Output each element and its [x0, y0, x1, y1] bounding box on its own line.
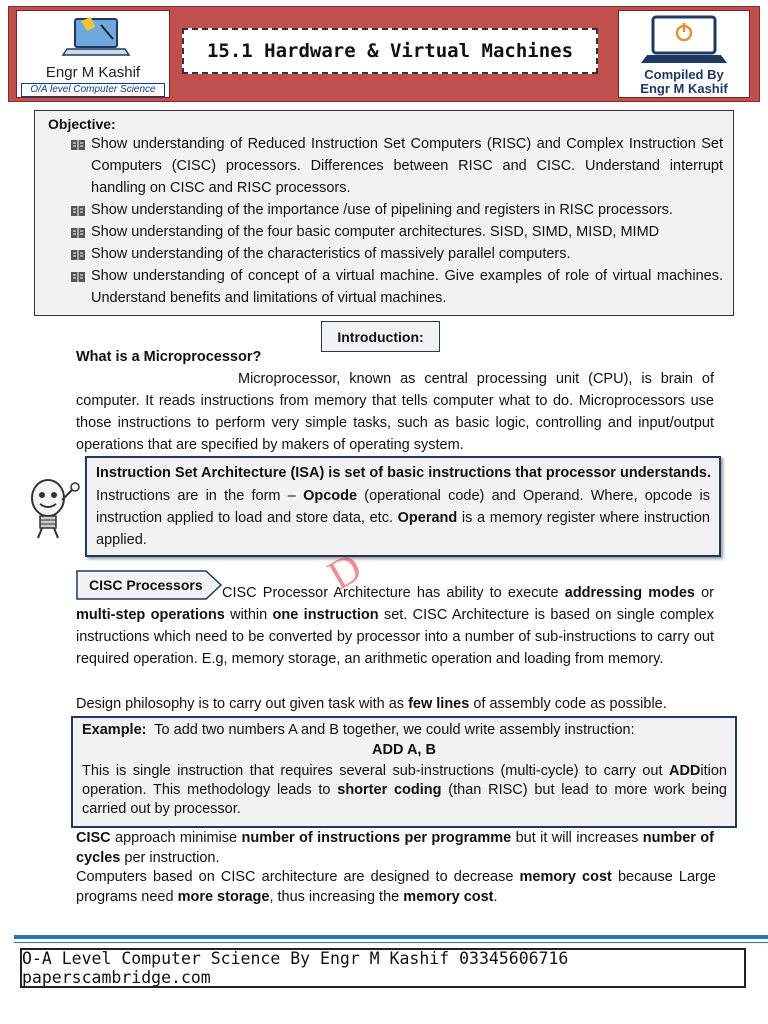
left-logo	[16, 10, 170, 98]
objective-item: Show understanding of the four basic computer architectures. SISD, SIMD, MISD, MIMD	[91, 224, 660, 240]
right-logo	[618, 10, 750, 98]
introduction-label: Introduction:	[321, 321, 440, 352]
footer-credit: O-A Level Computer Science By Engr M Kashif 03345606716 paperscambridge.com	[20, 948, 746, 988]
footer-divider	[14, 935, 768, 939]
footer-divider-thin	[14, 942, 768, 943]
book-bullet-icon	[70, 227, 86, 239]
microprocessor-question: What is a Microprocessor?	[76, 349, 262, 365]
objective-heading: Objective:	[48, 116, 116, 132]
cisc-paragraph: CISC Processor Architecture has ability to execute addressing modes or multi-step operations within one instruction set. CISC Architecture is based on single complex instructions which need to be converted by processor into a number of sub-instructions to carry out required operation. E.g, memory storage, an arithmetic operation and loading from memory.	[76, 585, 715, 667]
memory-cost-paragraph: Computers based on CISC architecture are designed to decrease memory cost because Large programs need more storage, thus increasing the memory cost.	[76, 869, 716, 905]
computer-logo-icon	[639, 15, 729, 65]
right-logo-line1: Compiled By	[644, 67, 724, 82]
right-logo-line2: Engr M Kashif	[640, 81, 728, 96]
lightbulb-mascot-icon	[26, 478, 82, 542]
example-intro: Example: To add two numbers A and B together, we could write assembly instruction:	[82, 722, 635, 738]
objective-item: Show understanding of the importance /use of pipelining and registers in RISC processors.	[91, 202, 673, 218]
objective-item: Show understanding of Reduced Instruction Set Computers (RISC) and Complex Instruction Set Computers (CISC) processors. Differences between RISC and CISC. Understand interrupt handling on CISC and RISC processors.	[91, 136, 723, 196]
example-text: This is single instruction that requires several sub-instructions (multi-cycle) to carry out ADDition operation. This methodology leads to shorter coding (than RISC) but lead to more work being carried out by processor.	[82, 763, 727, 817]
isa-heading: Instruction Set Architecture (ISA) is set of basic instructions that processor understands.	[96, 465, 712, 481]
left-logo-subtitle: O/A level Computer Science	[30, 84, 156, 95]
left-logo-name: Engr M Kashif	[45, 64, 141, 81]
objective-item: Show understanding of the characteristics of massively parallel computers.	[91, 246, 571, 262]
cisc-summary: CISC approach minimise number of instructions per programme but it will increases number of cycles per instruction.	[76, 830, 714, 866]
book-bullet-icon	[70, 139, 86, 151]
design-philosophy: Design philosophy is to carry out given task with as few lines of assembly code as possible.	[76, 696, 667, 712]
book-bullet-icon	[70, 271, 86, 283]
cisc-label: CISC Processors	[89, 577, 203, 593]
book-bullet-icon	[70, 249, 86, 261]
microprocessor-paragraph: Microprocessor, known as central processing unit (CPU), is brain of computer. It reads instructions from memory that tells computer what to do. Microprocessors use those instructions to perform very simple tasks, such as basic logic, controlling and input/output operations that are specified by makers of operating system.	[76, 371, 714, 453]
objective-item: Show understanding of concept of a virtual machine. Give examples of role of virtual machines. Understand benefits and limitations of virtual machines.	[91, 268, 723, 306]
page-title: 15.1 Hardware & Virtual Machines	[182, 28, 598, 74]
book-bullet-icon	[70, 205, 86, 217]
watermark-mark: D	[320, 544, 370, 600]
example-code: ADD A, B	[372, 742, 436, 758]
isa-text: Instructions are in the form – Opcode (operational code) and Operand. Where, opcode is instruction applied to load and store data, etc. Operand is a memory register where instruction applied.	[96, 488, 711, 548]
laptop-logo-icon	[61, 15, 131, 59]
